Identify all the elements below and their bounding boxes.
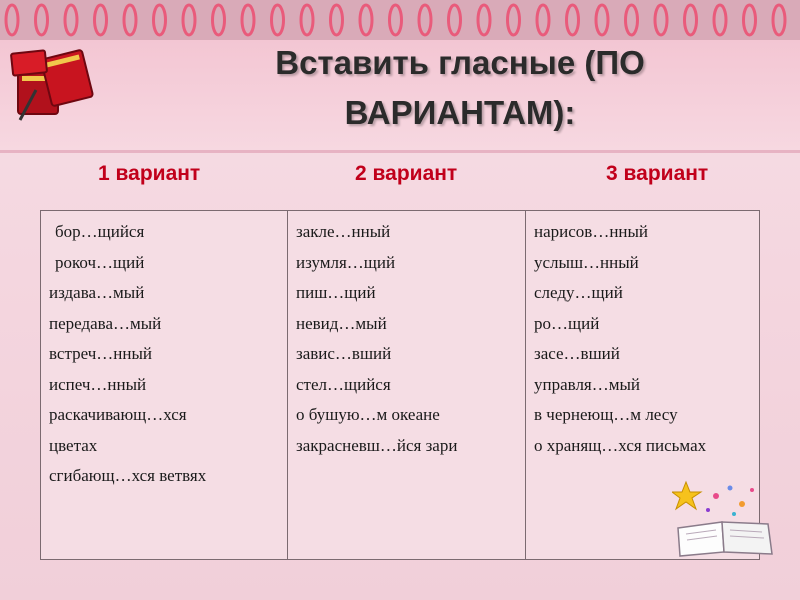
word-cell: сгибающ…хся ветвях bbox=[49, 466, 207, 485]
word-cell: издава…мый bbox=[49, 283, 145, 302]
variant-headers bbox=[40, 162, 760, 192]
exercise-table bbox=[40, 210, 760, 560]
binder-ring bbox=[331, 5, 343, 35]
variant-1-label: 1 вариант bbox=[98, 162, 201, 185]
binder-ring bbox=[508, 5, 520, 35]
binder-ring bbox=[744, 5, 756, 35]
binder-ring bbox=[242, 5, 254, 35]
word-cell: изумля…щий bbox=[296, 252, 396, 272]
binder-ring bbox=[655, 5, 667, 35]
binder-ring bbox=[685, 5, 697, 35]
binder-ring bbox=[478, 5, 490, 35]
binder-ring bbox=[36, 5, 48, 35]
word-cell: в чернеющ…м лесу bbox=[534, 405, 678, 424]
variant-1-column bbox=[41, 211, 287, 559]
binder-ring bbox=[537, 5, 549, 35]
word-cell: передава…мый bbox=[49, 313, 162, 333]
word-cell: завис…вший bbox=[296, 344, 392, 363]
page-title: Вставить гласные (ПО ВАРИАНТАМ): bbox=[275, 44, 645, 131]
word-cell: испеч…нный bbox=[49, 374, 147, 394]
word-cell: услыш…нный bbox=[534, 252, 639, 272]
open-book-with-stars-icon bbox=[672, 478, 778, 558]
binder-ring bbox=[272, 5, 284, 35]
word-cell: следу…щий bbox=[534, 283, 623, 302]
word-cell: о бушую…м океане bbox=[296, 405, 440, 424]
word-cell: пиш…щий bbox=[296, 283, 376, 302]
binder-ring bbox=[626, 5, 638, 35]
word-cell: встреч…нный bbox=[49, 344, 152, 363]
word-cell: ро…щий bbox=[534, 313, 600, 333]
binder-ring bbox=[449, 5, 461, 35]
word-cell: раскачивающ…хся bbox=[49, 405, 187, 424]
binder-ring bbox=[714, 5, 726, 35]
word-cell: рокоч…щий bbox=[55, 252, 145, 272]
word-cell: цветах bbox=[49, 435, 98, 455]
word-cell: о хранящ…хся письмах bbox=[534, 435, 707, 455]
binder-ring bbox=[419, 5, 431, 35]
variant-2-label: 2 вариант bbox=[355, 162, 458, 185]
variant-3-label: 3 вариант bbox=[606, 162, 709, 185]
word-cell: закле…нный bbox=[296, 222, 391, 241]
binder-ring bbox=[360, 5, 372, 35]
binder-ring bbox=[390, 5, 402, 35]
word-cell: бор…щийся bbox=[55, 222, 145, 241]
word-cell: засе…вший bbox=[534, 344, 620, 363]
binder-ring bbox=[183, 5, 195, 35]
binder-ring bbox=[124, 5, 136, 35]
binder-ring bbox=[65, 5, 77, 35]
binder-ring bbox=[213, 5, 225, 35]
word-cell: стел…щийся bbox=[296, 374, 391, 394]
binder-ring bbox=[154, 5, 166, 35]
word-cell: закрасневш…йся зари bbox=[296, 435, 458, 455]
binder-ring bbox=[567, 5, 579, 35]
variant-2-column bbox=[287, 211, 525, 559]
word-cell: нарисов…нный bbox=[534, 222, 649, 241]
word-cell: управля…мый bbox=[534, 374, 641, 394]
binder-ring bbox=[6, 5, 18, 35]
binder-ring bbox=[301, 5, 313, 35]
binder-ring bbox=[773, 5, 785, 35]
word-cell: невид…мый bbox=[296, 313, 387, 333]
binder-rings-icon bbox=[0, 0, 800, 40]
binder-ring bbox=[95, 5, 107, 35]
books-and-pen-icon bbox=[8, 42, 100, 122]
binder-ring bbox=[596, 5, 608, 35]
